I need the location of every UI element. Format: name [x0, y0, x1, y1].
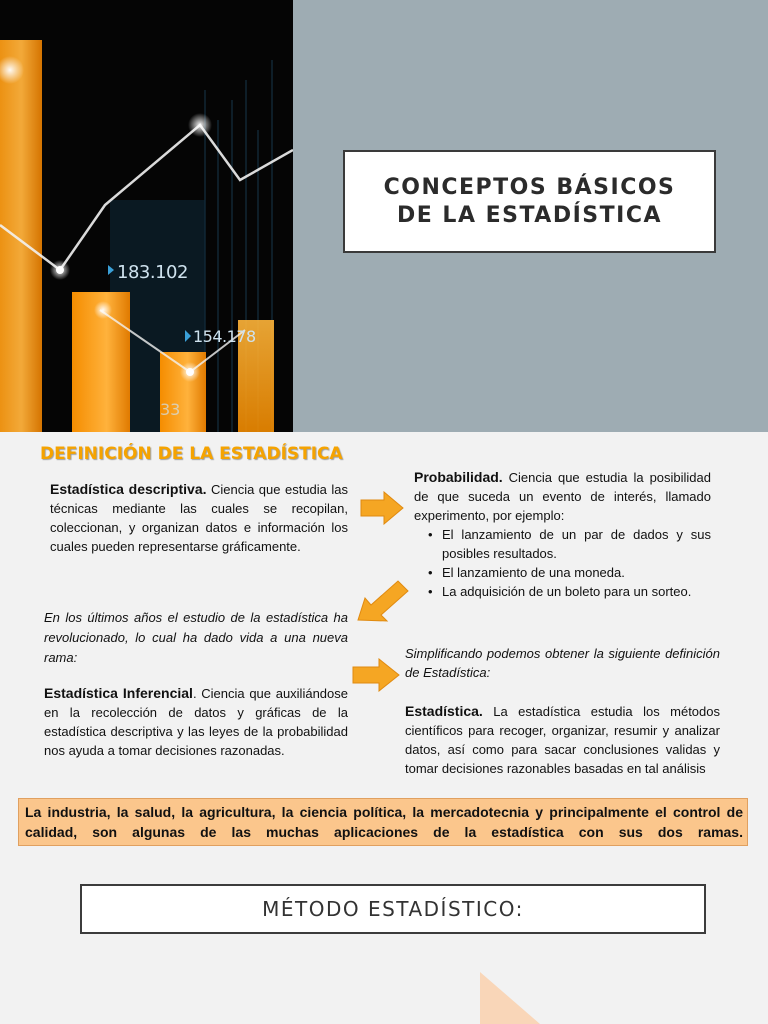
decorative-triangle	[480, 972, 540, 1024]
chart-photo	[0, 0, 293, 432]
photo-label-3: 33	[160, 400, 181, 419]
intro-note: En los últimos años el estudio de la estadística ha revolucionado, lo cual ha dado vida a una nueva rama:	[44, 610, 348, 665]
estadistica-paragraph	[405, 702, 720, 778]
arrow-right-icon	[352, 658, 400, 692]
descriptiva-paragraph	[50, 480, 348, 556]
estadistica-term: Estadística.	[405, 703, 483, 719]
photo-label-1: 183.102	[117, 262, 188, 283]
descriptiva-term: Estadística descriptiva.	[50, 481, 207, 497]
method-title: MÉTODO ESTADÍSTICO:	[262, 897, 524, 921]
inferencial-text: . Ciencia que auxiliándose en la recolección de datos y gráficas de la estadística descriptiva y las leyes de la probabilidad nos ayuda a tomar decisiones razonadas.	[44, 686, 348, 758]
probabilidad-paragraph	[414, 468, 711, 525]
arrow-down-left-icon	[355, 578, 411, 624]
method-slide	[0, 864, 768, 1024]
definition-slide	[0, 432, 768, 864]
descriptiva-text: Ciencia que estudia las técnicas mediante las cuales se recopilan, coleccionan, y organizan datos e información los cuales pueden representarse gráficamente.	[50, 482, 348, 554]
inferencial-term: Estadística Inferencial	[44, 685, 193, 701]
slide-title: CONCEPTOS BÁSICOS DE LA ESTADÍSTICA	[383, 174, 676, 228]
title-slide	[0, 0, 768, 432]
probabilidad-term: Probabilidad.	[414, 469, 503, 485]
arrow-right-icon	[360, 491, 404, 525]
simplify-note: Simplificando podemos obtener la siguiente definición de Estadística:	[405, 646, 720, 680]
list-item: • La adquisición de un boleto para un sorteo.	[428, 582, 711, 601]
probabilidad-text: Ciencia que estudia la posibilidad de que suceda un evento de interés, llamado experimento, por ejemplo:	[414, 470, 711, 523]
title-box	[343, 150, 716, 253]
examples-list	[414, 525, 711, 601]
applications-box: La industria, la salud, la agricultura, la ciencia política, la mercadotecnia y principalmente el control de calidad, son algunas de las muchas aplicaciones de la estadística con sus dos ramas.	[18, 798, 748, 846]
inferencial-paragraph	[44, 684, 348, 760]
method-title-box	[80, 884, 706, 934]
probabilidad-block	[414, 468, 711, 601]
section-title: DEFINICIÓN DE LA ESTADÍSTICA	[40, 444, 343, 464]
list-item: • El lanzamiento de una moneda.	[428, 563, 711, 582]
list-item: • El lanzamiento de un par de dados y sus posibles resultados.	[428, 525, 711, 563]
estadistica-text: La estadística estudia los métodos científicos para recoger, organizar, resumir y analizar datos, así como para sacar conclusiones validas y tomar decisiones razonables basadas en tal análisis	[405, 704, 720, 776]
photo-label-2: 154.178	[193, 327, 256, 346]
